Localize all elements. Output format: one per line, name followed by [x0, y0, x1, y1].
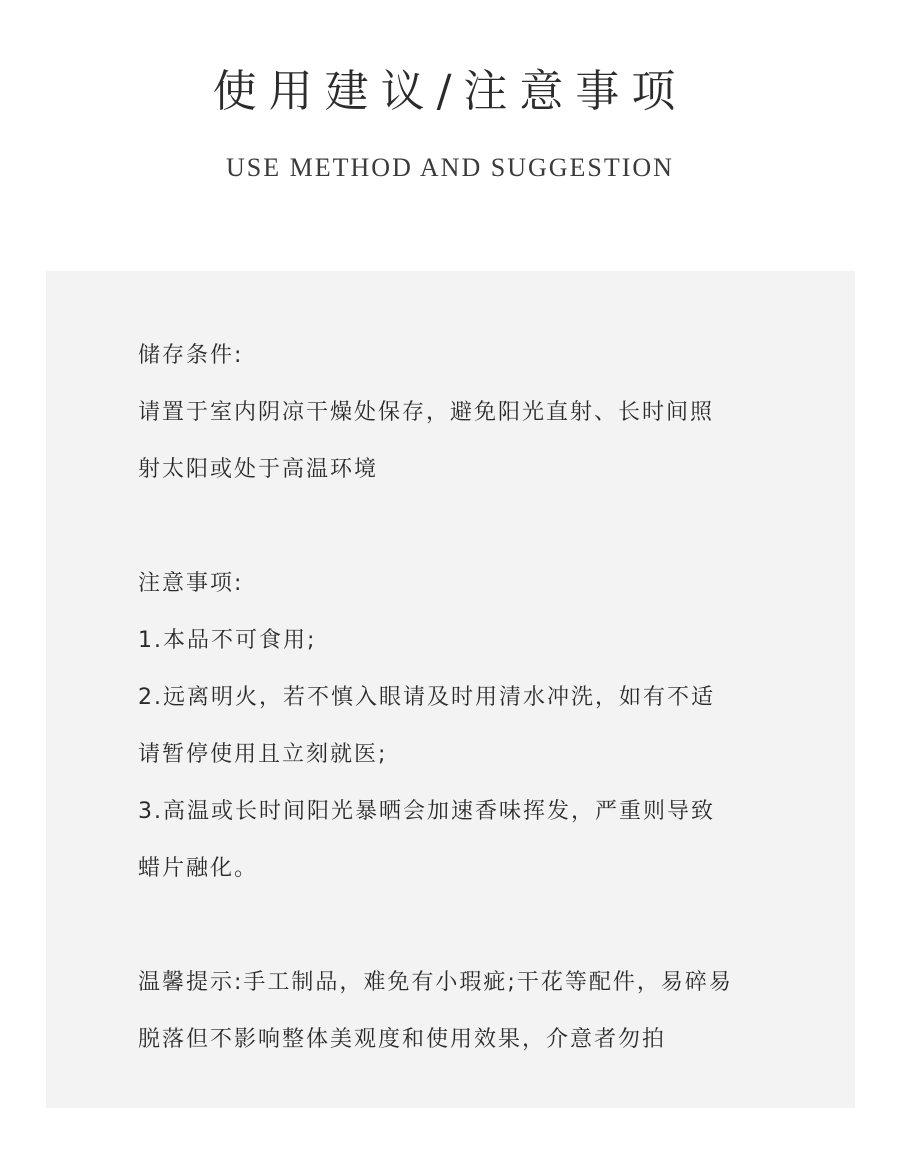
- storage-text-line: 请置于室内阴凉干燥处保存，避免阳光直射、长时间照: [138, 400, 715, 425]
- notes-text-line: 2.远离明火，若不慎入眼请及时用清水冲洗，如有不适: [138, 685, 715, 710]
- notes-heading: 注意事项:: [138, 571, 244, 596]
- section-spacer: [138, 498, 788, 555]
- page-subtitle: USE METHOD AND SUGGESTION: [226, 153, 674, 182]
- section-spacer: [138, 897, 788, 954]
- info-panel: [46, 271, 855, 1108]
- notes-text-line: 1.本品不可食用;: [138, 628, 317, 653]
- notes-text-line: 3.高温或长时间阳光暴晒会加速香味挥发，严重则导致: [138, 799, 715, 824]
- info-content: [138, 327, 788, 1068]
- tip-text-line: 脱落但不影响整体美观度和使用效果，介意者勿拍: [138, 1027, 667, 1052]
- notes-text-line: 蜡片融化。: [138, 856, 259, 881]
- page-title: 使用建议/注意事项: [212, 66, 688, 117]
- notes-text-line: 请暂停使用且立刻就医;: [138, 742, 388, 767]
- storage-heading: 储存条件:: [138, 343, 244, 368]
- tip-text-line: 温馨提示:手工制品，难免有小瑕疵;干花等配件，易碎易: [138, 970, 733, 995]
- storage-text-line: 射太阳或处于高温环境: [138, 457, 379, 482]
